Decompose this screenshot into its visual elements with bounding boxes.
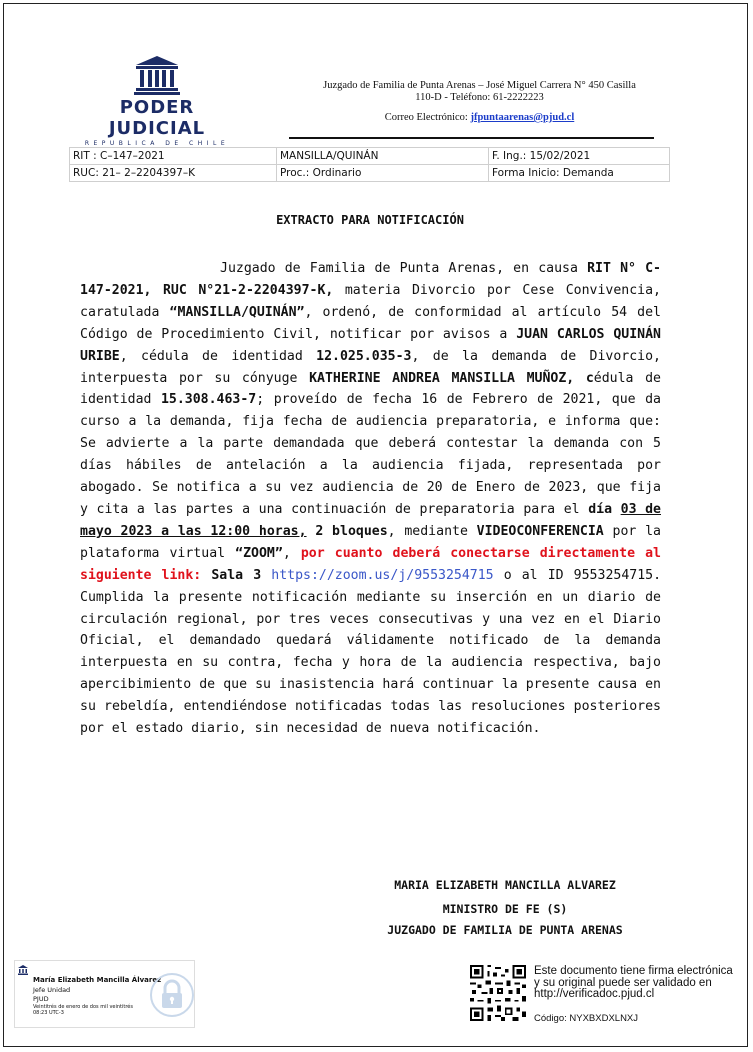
electronic-signature-box (14, 960, 195, 1028)
verification-code: Código: NYXBXDXLNXJ (534, 1013, 639, 1024)
defendant-name: JUAN CARLOS QUINÁN URIBE (80, 326, 661, 364)
court-address (292, 80, 667, 104)
hearing-date-prefix: día (588, 501, 621, 517)
case-reference: RIT N° C-147-2021, RUC N°21-2-2204397-K, (80, 261, 661, 298)
signer-name: MARIA ELIZABETH MANCILLA ALVAREZ (394, 878, 616, 892)
document-title: EXTRACTO PARA NOTIFICACIÓN (276, 213, 464, 227)
body-text: Juzgado de Familia de Punta Arenas, en causa (220, 261, 588, 276)
body-text: , (282, 545, 301, 561)
body-text: , cédula de identidad (119, 348, 317, 364)
videoconference-label: VIDEOCONFERENCIA (476, 523, 604, 539)
body-text: o al ID 9553254715. Cumplida la presente notificación mediante su inserción en un diario de circulación regional, por tres veces consecutivas y una vez en el Diario Oficial, el demandado quedará válidamente notificado de la demanda interpuesta en su contra, fecha y hora de la audiencia respectiva, bajo apercibimiento de que su inasistencia hará continuar la presente causa en su rebeldía, entendiéndose notificadas todas las resoluciones posteriores por el estado diario, sin necesidad de nueva notificación. (80, 567, 662, 737)
zoom-link[interactable]: https://zoom.us/j/9553254715 (271, 567, 494, 583)
platform-name: “ZOOM” (235, 545, 283, 561)
hearing-blocks: 2 bloques (306, 523, 388, 539)
footer-signer-name: María Elizabeth Mancilla Álvarez (33, 976, 162, 984)
court-email (292, 112, 667, 123)
courthouse-icon (134, 55, 180, 95)
brand-name: PODER JUDICIAL (108, 97, 206, 139)
body-text: materia Divorcio por Cese Convivencia, caratulada (80, 282, 661, 320)
plaintiff-id: 15.308.463-7 (160, 392, 257, 408)
header-rule (289, 137, 654, 139)
poder-judicial-logo (72, 55, 242, 147)
rit-cell: RIT : C–147–2021 (70, 148, 277, 165)
forma-inicio-cell: Forma Inicio: Demanda (489, 165, 670, 182)
sign-time: 08:23 UTC-3 (33, 1010, 64, 1016)
defendant-id: 12.025.035-3 (316, 348, 412, 364)
body-text: por la plataforma virtual (80, 523, 661, 561)
verification-text: Este documento tiene firma electrónica y su original puede ser validado en http://verificadoc.pjud.cl (534, 965, 733, 1000)
court-address-line2: 110-D - Teléfono: 61-2222223 (415, 92, 544, 103)
footer-signer-org: PJUD (33, 995, 49, 1003)
brand-subtitle: REPUBLICA DE CHILE (84, 140, 230, 147)
plaintiff-name: KATHERINE ANDREA MANSILLA MUÑOZ, c (309, 370, 594, 386)
fecha-ingreso-cell: F. Ing.: 15/02/2021 (489, 148, 670, 165)
connect-instruction: por cuanto deberá conectarse directamente al siguiente link: (80, 545, 661, 583)
signer-court: JUZGADO DE FAMILIA DE PUNTA ARENAS (387, 923, 623, 937)
body-text: édula de identidad (80, 370, 661, 408)
parties-cell: MANSILLA/QUINÁN (277, 148, 489, 165)
court-address-line1: Juzgado de Familia de Punta Arenas – José Miguel Carrera N° 450 Casilla (323, 80, 636, 91)
table-row (70, 148, 670, 165)
sign-date: Veintitrés de enero de dos mil veintitrés (33, 1004, 133, 1010)
lock-icon (150, 973, 194, 1017)
procedure-cell: Proc.: Ordinario (277, 165, 489, 182)
qr-code-icon (470, 964, 526, 1022)
email-label: Correo Electrónico: (384, 112, 471, 123)
body-text: ; proveído de fecha 16 de Febrero de 2021, que da curso a la demanda, fija fecha de audiencia preparatoria, e informa que: Se advierte a la parte demandada que deberá contestar la demanda con 5 días hábiles de antelación a la audiencia fijada, representada por abogado. Se notifica a su vez audiencia de 20 de Enero de 2023, que fija y cita a las partes a una continuación de preparatoria para el (80, 392, 661, 517)
case-title: “MANSILLA/QUINÁN” (169, 304, 305, 320)
footer-sign-date (33, 1004, 133, 1016)
ruc-cell: RUC: 21– 2–2204397–K (70, 165, 277, 182)
body-text: , ordenó, de conformidad al artículo 54 del Código de Procedimiento Civil, notificar por avisos a (80, 304, 661, 342)
notification-body (80, 258, 661, 740)
email-link[interactable]: jfpuntaarenas@pjud.cl (470, 112, 575, 123)
room-label: Sala 3 (201, 567, 262, 583)
courthouse-icon (18, 965, 28, 975)
body-text: , de la demanda de Divorcio, interpuesta por su cónyuge (80, 348, 661, 386)
hearing-date: 03 de mayo 2023 a las 12:00 horas, (80, 501, 661, 539)
footer-signer-role: Jefe Unidad (33, 986, 71, 994)
case-info-table (69, 147, 670, 182)
table-row (70, 165, 670, 182)
signer-role: MINISTRO DE FE (S) (442, 902, 568, 916)
body-text: , mediante (387, 523, 477, 539)
